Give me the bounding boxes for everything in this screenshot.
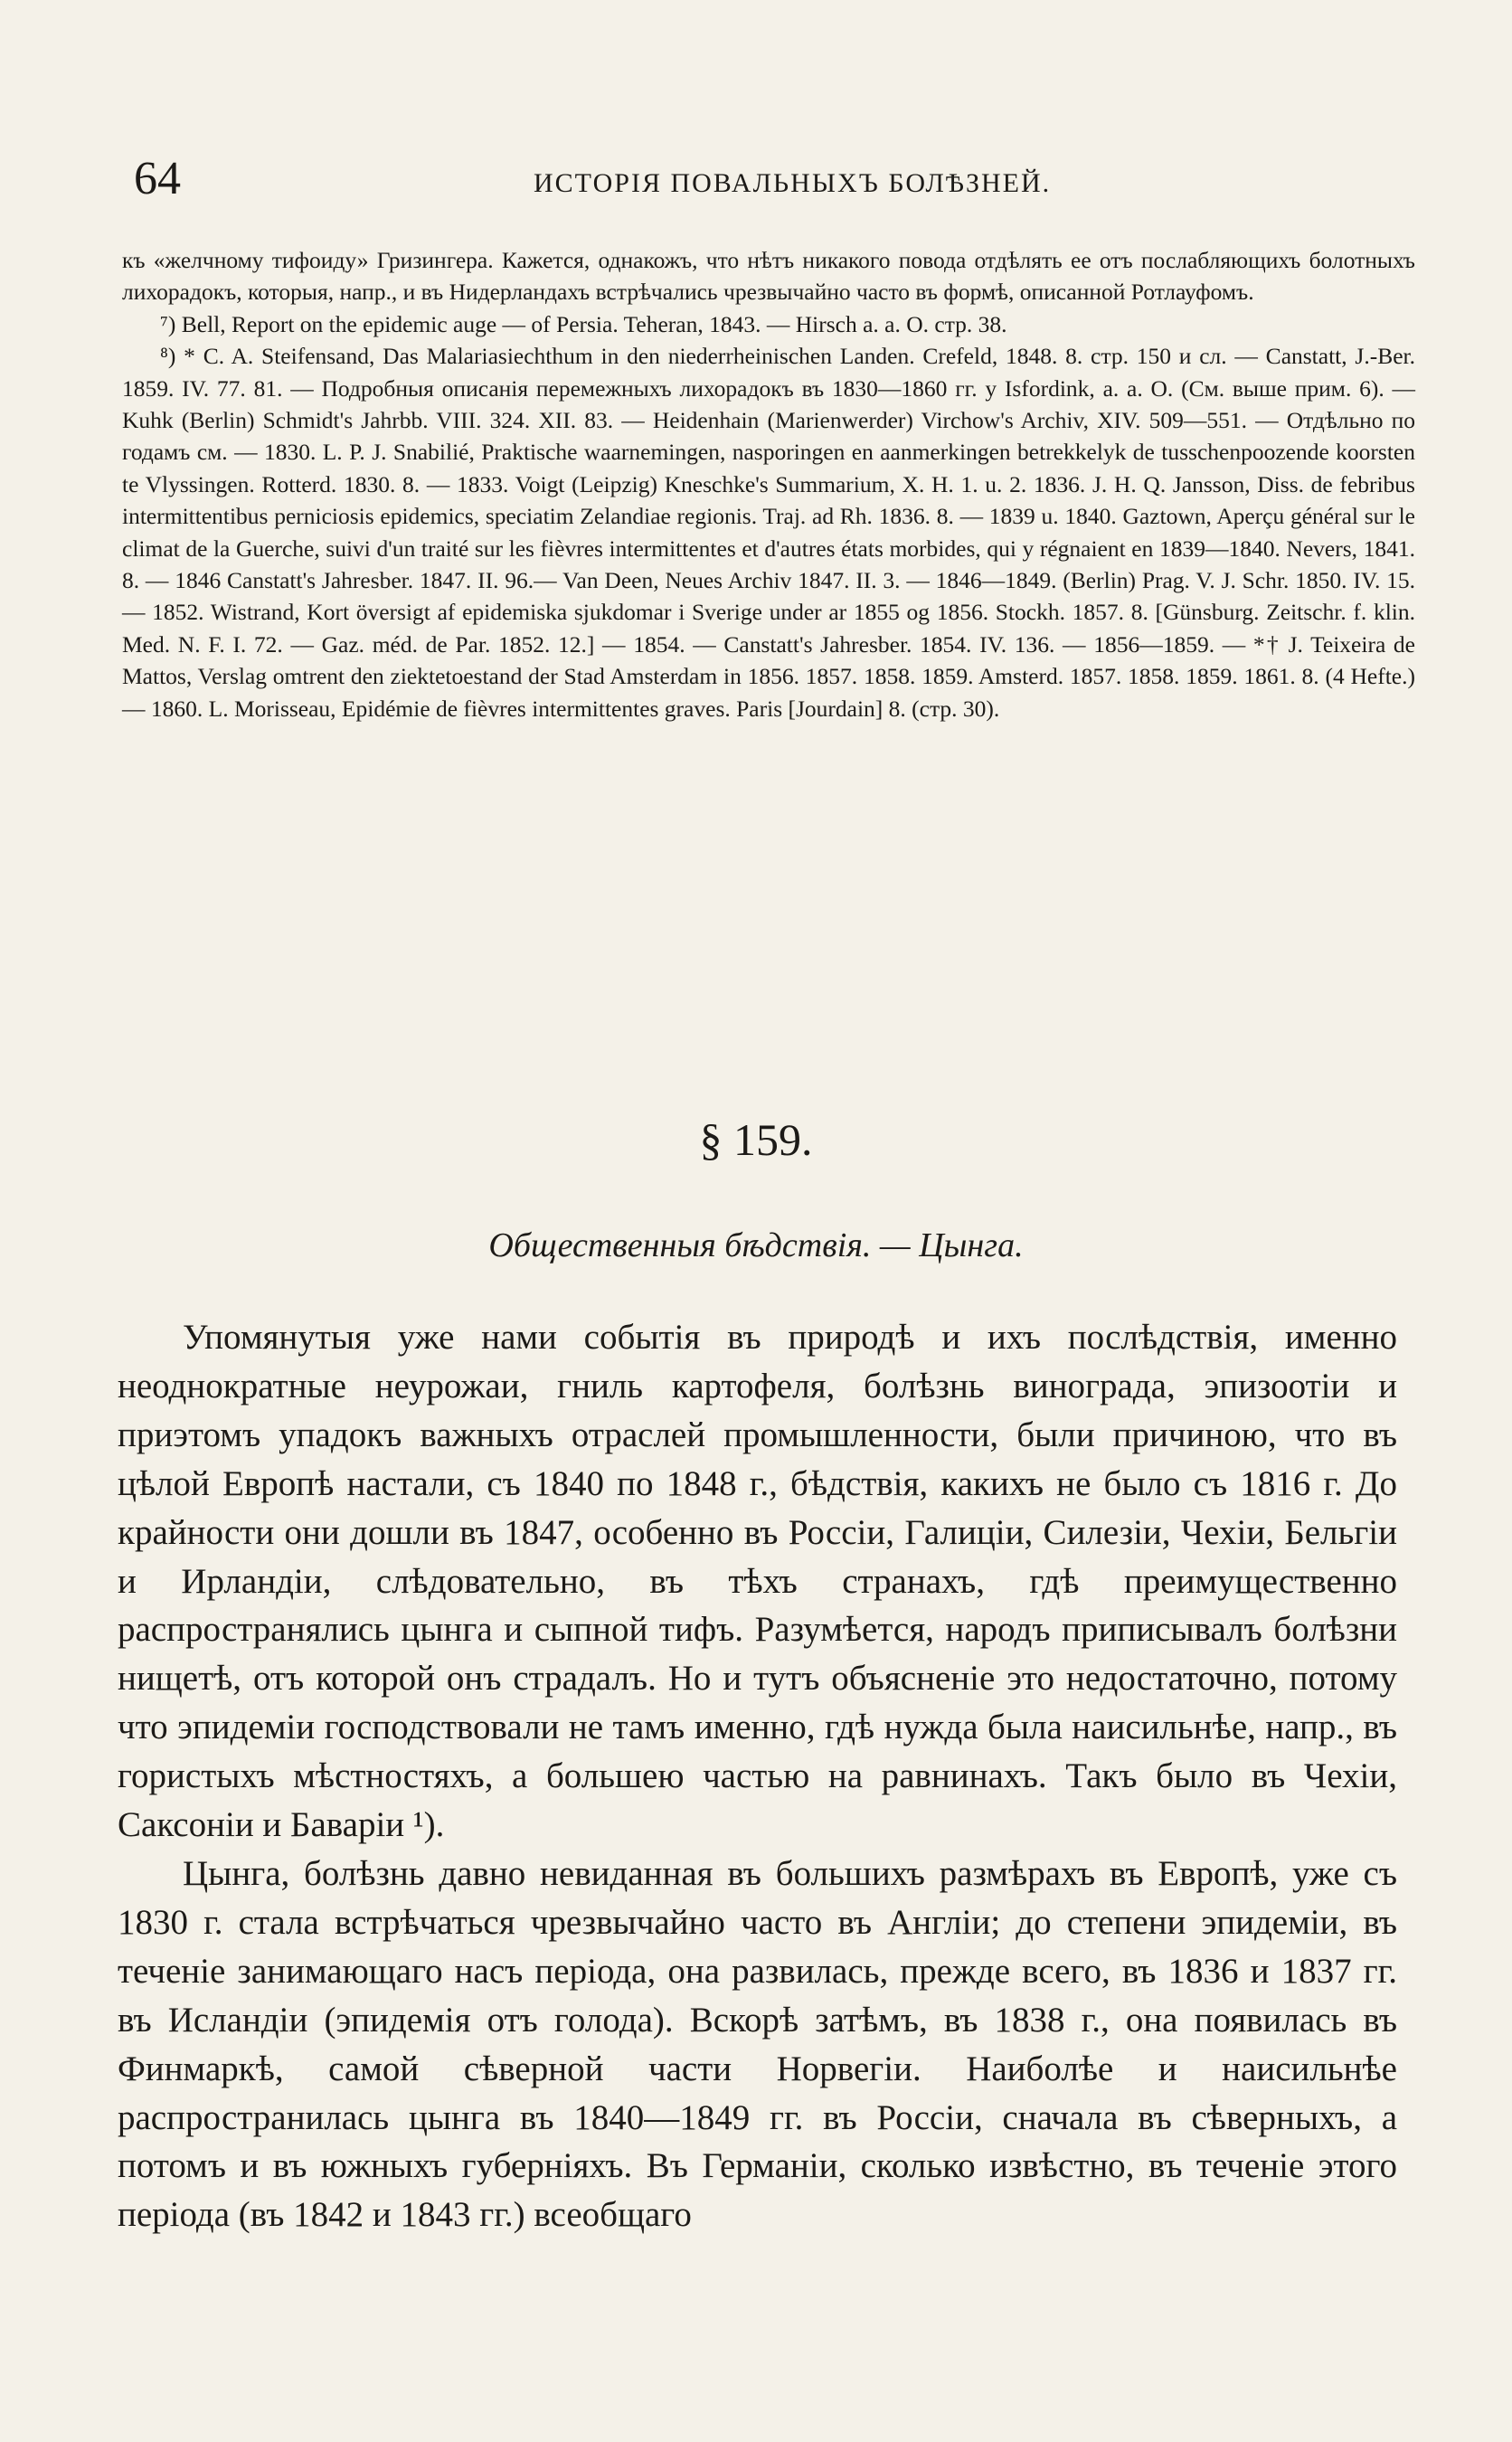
page-header [127, 152, 1393, 215]
body-text [118, 1313, 1397, 2239]
footnote-7: ⁷) Bell, Report on the epidemic auge — of Persia. Teheran, 1843. — Hirsch a. a. O. стр. 38. [160, 310, 1007, 337]
body-paragraph: Упомянутыя уже нами событія въ природѣ и ихъ послѣдствія, именно неоднократные неурожаи, гниль картофеля, болѣзнь винограда, эпизоотіи и приэтомъ упадокъ важныхъ отраслей промышленности, были причиною, что въ цѣлой Европѣ настали, съ 1840 по 1848 г., бѣдствія, какихъ не было съ 1816 г. До крайности они дошли въ 1847, особенно въ Россіи, Галиціи, Силезіи, Чехіи, Бельгіи и Ирландіи, слѣдовательно, въ тѣхъ странахъ, гдѣ преимущественно распространялись цынга и сыпной тифъ. Разумѣется, народъ приписывалъ болѣзни нищетѣ, отъ которой онъ страдалъ. Но и тутъ объясненіе это недостаточно, потому что эпидеміи господствовали не тамъ именно, гдѣ нужда была наисильнѣе, напр., въ гористыхъ мѣстностяхъ, а большею частью на равнинахъ. Такъ было въ Чехіи, Саксоніи и Баваріи ¹). [118, 1318, 1397, 1845]
body-paragraph: Цынга, болѣзнь давно невиданная въ большихъ размѣрахъ въ Европѣ, уже съ 1830 г. стала встрѣчаться чрезвычайно часто въ Англіи; до степени эпидеміи, въ теченіе занимающаго насъ періода, она развилась, прежде всего, въ 1836 и 1837 гг. въ Исландіи (эпидемія отъ голода). Вскорѣ затѣмъ, въ 1838 г., она появилась въ Финмаркѣ, самой сѣверной части Норвегіи. Наиболѣе и наисильнѣе распространилась цынга въ 1840—1849 гг. въ Россіи, сначала въ сѣверныхъ, а потомъ и въ южныхъ губерніяхъ. Въ Германіи, сколько извѣстно, въ теченіе этого періода (въ 1842 и 1843 гг.) всеобщаго [118, 1853, 1397, 2235]
running-title: ИСТОРІЯ ПОВАЛЬНЫХЪ БОЛѢЗНЕЙ. [534, 168, 1052, 198]
section-title: Общественныя бѣдствія. — Цынга. [488, 1226, 1024, 1264]
page-number: 64 [134, 153, 181, 204]
footnotes [122, 244, 1415, 724]
section-number: § 159. [699, 1114, 813, 1165]
footnote-8: ⁸) * C. A. Steifensand, Das Malariasiechthum in den niederrheinischen Landen. Crefeld, 1848. 8. стр. 150 и сл. — Canstatt, J.-Ber. 1859. IV. 77. 81. — Подробныя описанія перемежныхъ лихорадокъ въ 1830—1860 гг. у Isfordink, a. a. O. (См. выше прим. 6). — Kuhk (Berlin) Schmidt's Jahrbb. VIII. 324. XII. 83. — Heidenhain (Marienwerder) Virchow's Archiv, XIV. 509—551. — Отдѣльно по годамъ см. — 1830. L. P. J. Snabilié, Praktische waarnemingen, nasporingen en aanmerkingen betrekkelyk de tusschenpoozende koorsten te Vlyssingen. Rotterd. 1830. 8. — 1833. Voigt (Leipzig) Kneschke's Summarium, X. H. 1. u. 2. 1836. J. H. Q. Jansson, Diss. de febribus intermittentibus perniciosis epidemics, speciatim Zelandiae regionis. Traj. ad Rh. 1836. 8. — 1839 u. 1840. Gaztown, Aperçu général sur le climat de la Guerche, suivi d'un traité sur les fièvres intermittentes et d'autres états morbides, qui y régnaient en 1839—1840. Nevers, 1841. 8. — 1846 Canstatt's Jahresber. 1847. II. 96.— Van Deen, Neues Archiv 1847. II. 3. — 1846—1849. (Berlin) Prag. V. J. Schr. 1850. IV. 15.— 1852. Wistrand, Kort översigt af epidemiska sjukdomar i Sverige under ar 1855 og 1856. Stockh. 1857. 8. [Günsburg. Zeitschr. f. klin. Med. N. F. I. 72. — Gaz. méd. de Par. 1852. 12.] — 1854. — Canstatt's Jahresber. 1854. IV. 136. — 1856—1859. — *† J. Teixeira de Mattos, Verslag omtrent den ziektetoestand der Stad Amsterdam in 1856. 1857. 1858. 1859. Amsterd. 1857. 1858. 1859. 1861. 8. (4 Hefte.) — 1860. L. Morisseau, Epidémie de fièvres intermittentes graves. Paris [Jourdain] 8. (стр. 30). [122, 343, 1415, 722]
footnote-continuation: къ «желчному тифоиду» Гризингера. Кажется, однакожъ, что нѣтъ никакого повода отдѣлять ее отъ послабляющихъ болотныхъ лихорадокъ, которыя, напр., и въ Нидерландахъ встрѣчались чрезвычайно часто въ формѣ, описанной Ротлауфомъ. [122, 247, 1415, 306]
